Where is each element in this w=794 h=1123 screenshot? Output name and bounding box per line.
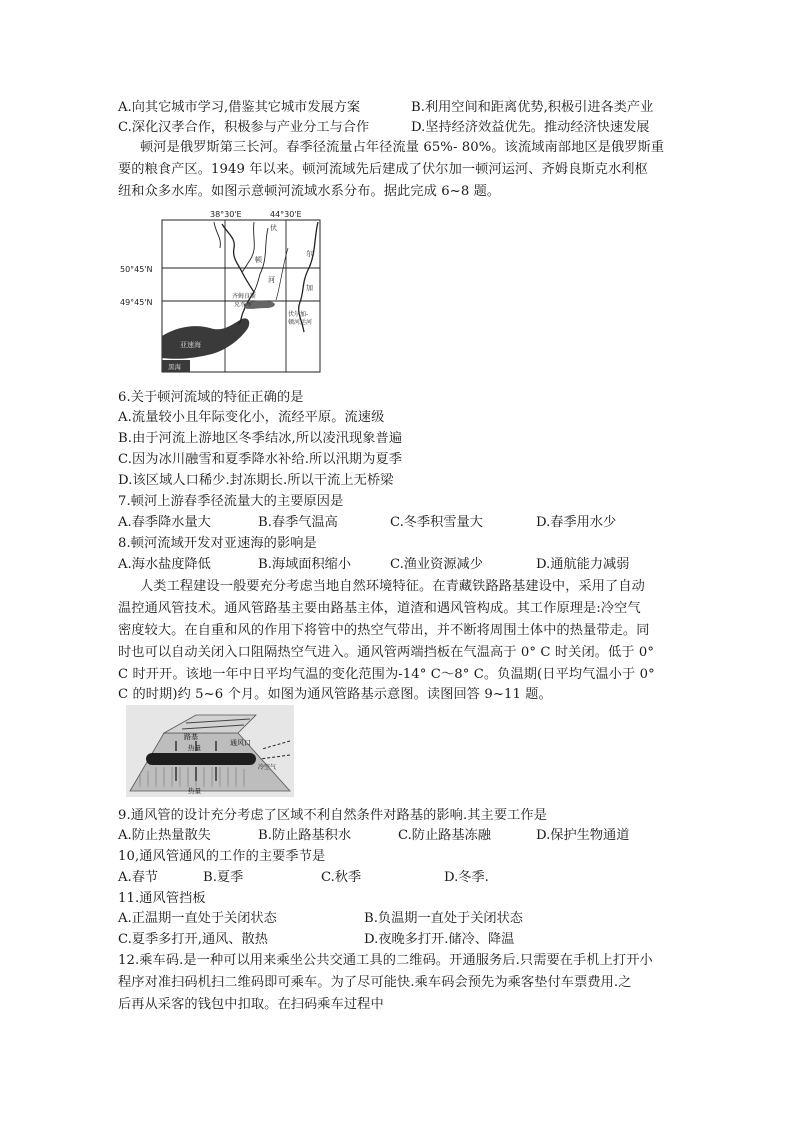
fig2-label-cold: 冷空气 [258,764,277,771]
q10-option-b: B.夏季 [203,870,244,885]
don-intro-line1: 顿河是俄罗斯第三长河。春季径流量占年径流量 65%- 80%。该流域南部地区是俄罗斯重 [140,140,665,155]
map-label-fu: 伏 [270,224,277,232]
vent-pipe [146,753,256,765]
map-lon1: 38°30'E [210,210,242,219]
vent-pipe-figure [126,705,294,797]
don-intro-line2: 要的粮食产区。1949 年以来。顿河流域先后建成了伏尔加一顿河运河、齐姆良斯克水利枢 [118,162,648,177]
q7-option-d: D.春季用水少 [536,515,617,530]
don-intro-line3: 纽和众多水库。如图示意顿河流域水系分布。据此完成 6~8 题。 [118,184,501,199]
q8-option-b: B.海域面积缩小 [258,557,352,572]
q7-option-b: B.春季气温高 [258,515,338,530]
map-label-er: 尔 [306,250,313,258]
q6-option-a: A.流量较小且年际变化小，流经平原。流速级 [118,410,385,425]
q5-option-a: A.向其它城市学习,借鉴其它城市发展方案 [118,100,361,115]
q9-option-c: C.防止路基冻融 [398,828,491,843]
q9-option-a: A.防止热量散失 [118,828,211,843]
fig2-label-vent: 通风口 [230,739,251,747]
q7-option-a: A.春季降水量大 [118,515,211,530]
q12-line1: 12.乘车码.是一种可以用来乘坐公共交通工具的二维码。开通服务后.只需要在手机上打开小 [118,953,653,968]
q5-option-c: C.深化汉孝合作，积极参与产业分工与合作 [118,120,370,135]
q11-stem: 11.通风管挡板 [118,891,206,906]
q7-option-c: C.冬季积雪量大 [390,515,483,530]
q5-option-b: B.利用空间和距离优势,积极引进各类产业 [411,100,654,115]
map-label-canal2: 顿河运河 [288,319,313,326]
map-label-black: 黑海 [168,363,181,371]
q10-option-a: A.春节 [118,870,159,885]
q11-option-b: B.负温期一直处于关闭状态 [364,911,523,926]
map-lat1: 50°45'N [120,265,153,274]
q11-option-d: D.夜晚多打开.储冷、降温 [364,932,515,947]
map-label-jia: 加 [306,284,313,292]
fig2-label-heat2: 热量 [188,787,201,795]
q9-stem: 9.通风管的设计充分考虑了区域不利自然条件对路基的影响.其主要工作是 [118,808,547,823]
q8-option-d: D.通航能力减弱 [536,557,630,572]
map-label-reservoir1: 齐姆良斯 [232,293,257,300]
map-label-he: 河 [268,276,275,284]
q8-option-a: A.海水盐度降低 [118,557,211,572]
q6-stem: 6.关于顿河流域的特征正确的是 [118,390,304,405]
map-lat2: 49°45'N [120,298,153,307]
q7-stem: 7.顿河上游春季径流量大的主要原因是 [118,494,344,509]
q10-stem: 10,通风管通风的工作的主要季节是 [118,849,326,864]
q12-line3: 后再从采客的钱包中扣取。在扫码乘车过程中 [118,997,384,1012]
q10-option-c: C.秋季 [321,870,362,885]
q11-option-c: C.夏季多打开,通风、散热 [118,932,268,947]
rail-intro-line2: 温控通风管技术。通风管路基主要由路基主体，道渣和遇风管构成。其工作原理是:冷空气 [118,601,641,616]
q9-option-b: B.防止路基积水 [258,828,352,843]
rail-intro-line4: 时也可以自动关闭入口阻隔热空气进入。通风管两端挡板在气温高于 0° C 时关闭。低于 0° [118,645,655,660]
q10-option-d: D.冬季. [444,870,489,885]
map-label-canal1: 伏尔加- [288,311,309,318]
fig2-label-roadbed: 路基 [184,733,198,741]
rail-intro-line6: C 的时期)约 5~6 个月。如图为通风管路基示意图。读图回答 9~11 题。 [118,687,552,702]
rail-intro-line3: 密度较大。在自重和风的作用下将管中的热空气带出，并不断将周围土体中的热量带走。同 [118,623,650,638]
q11-option-a: A.正温期一直处于关闭状态 [118,911,277,926]
don-river-map [118,208,328,374]
fig2-label-heat1: 热量 [188,744,201,752]
map-label-sea: 亚速海 [180,341,201,349]
q6-option-c: C.因为冰川融雪和夏季降水补给.所以汛期为夏季 [118,452,403,467]
rail-intro-line5: C 时开开。该地一年中日平均气温的变化范围为-14° C～8° C。负温期(日平均气温小于 0° [118,667,655,682]
q8-stem: 8.顿河流域开发对亚速海的影响是 [118,536,317,551]
rail-intro-line1: 人类工程建设一般要充分考虑当地自然环境特征。在青藏铁路路基建设中，采用了自动 [140,579,645,594]
q12-line2: 程序对准扫码机扫二维码即可乘车。为了尽可能快.乘车码会预先为乘客垫付车票费用.之 [118,975,632,990]
q9-option-d: D.保护生物通道 [536,828,630,843]
map-lon2: 44°30'E [270,210,302,219]
q6-option-b: B.由于河流上游地区冬季结冰,所以凌汛现象普遍 [118,431,403,446]
q5-option-d: D.坚持经济效益优先。推动经济快速发展 [411,120,650,135]
map-label-dun: 顿 [255,256,262,264]
map-label-reservoir2: 克水库 [234,301,253,308]
q6-option-d: D.该区域人口稀少.封冻期长.所以干流上无桥梁 [118,473,394,488]
q8-option-c: C.渔业资源减少 [390,557,483,572]
